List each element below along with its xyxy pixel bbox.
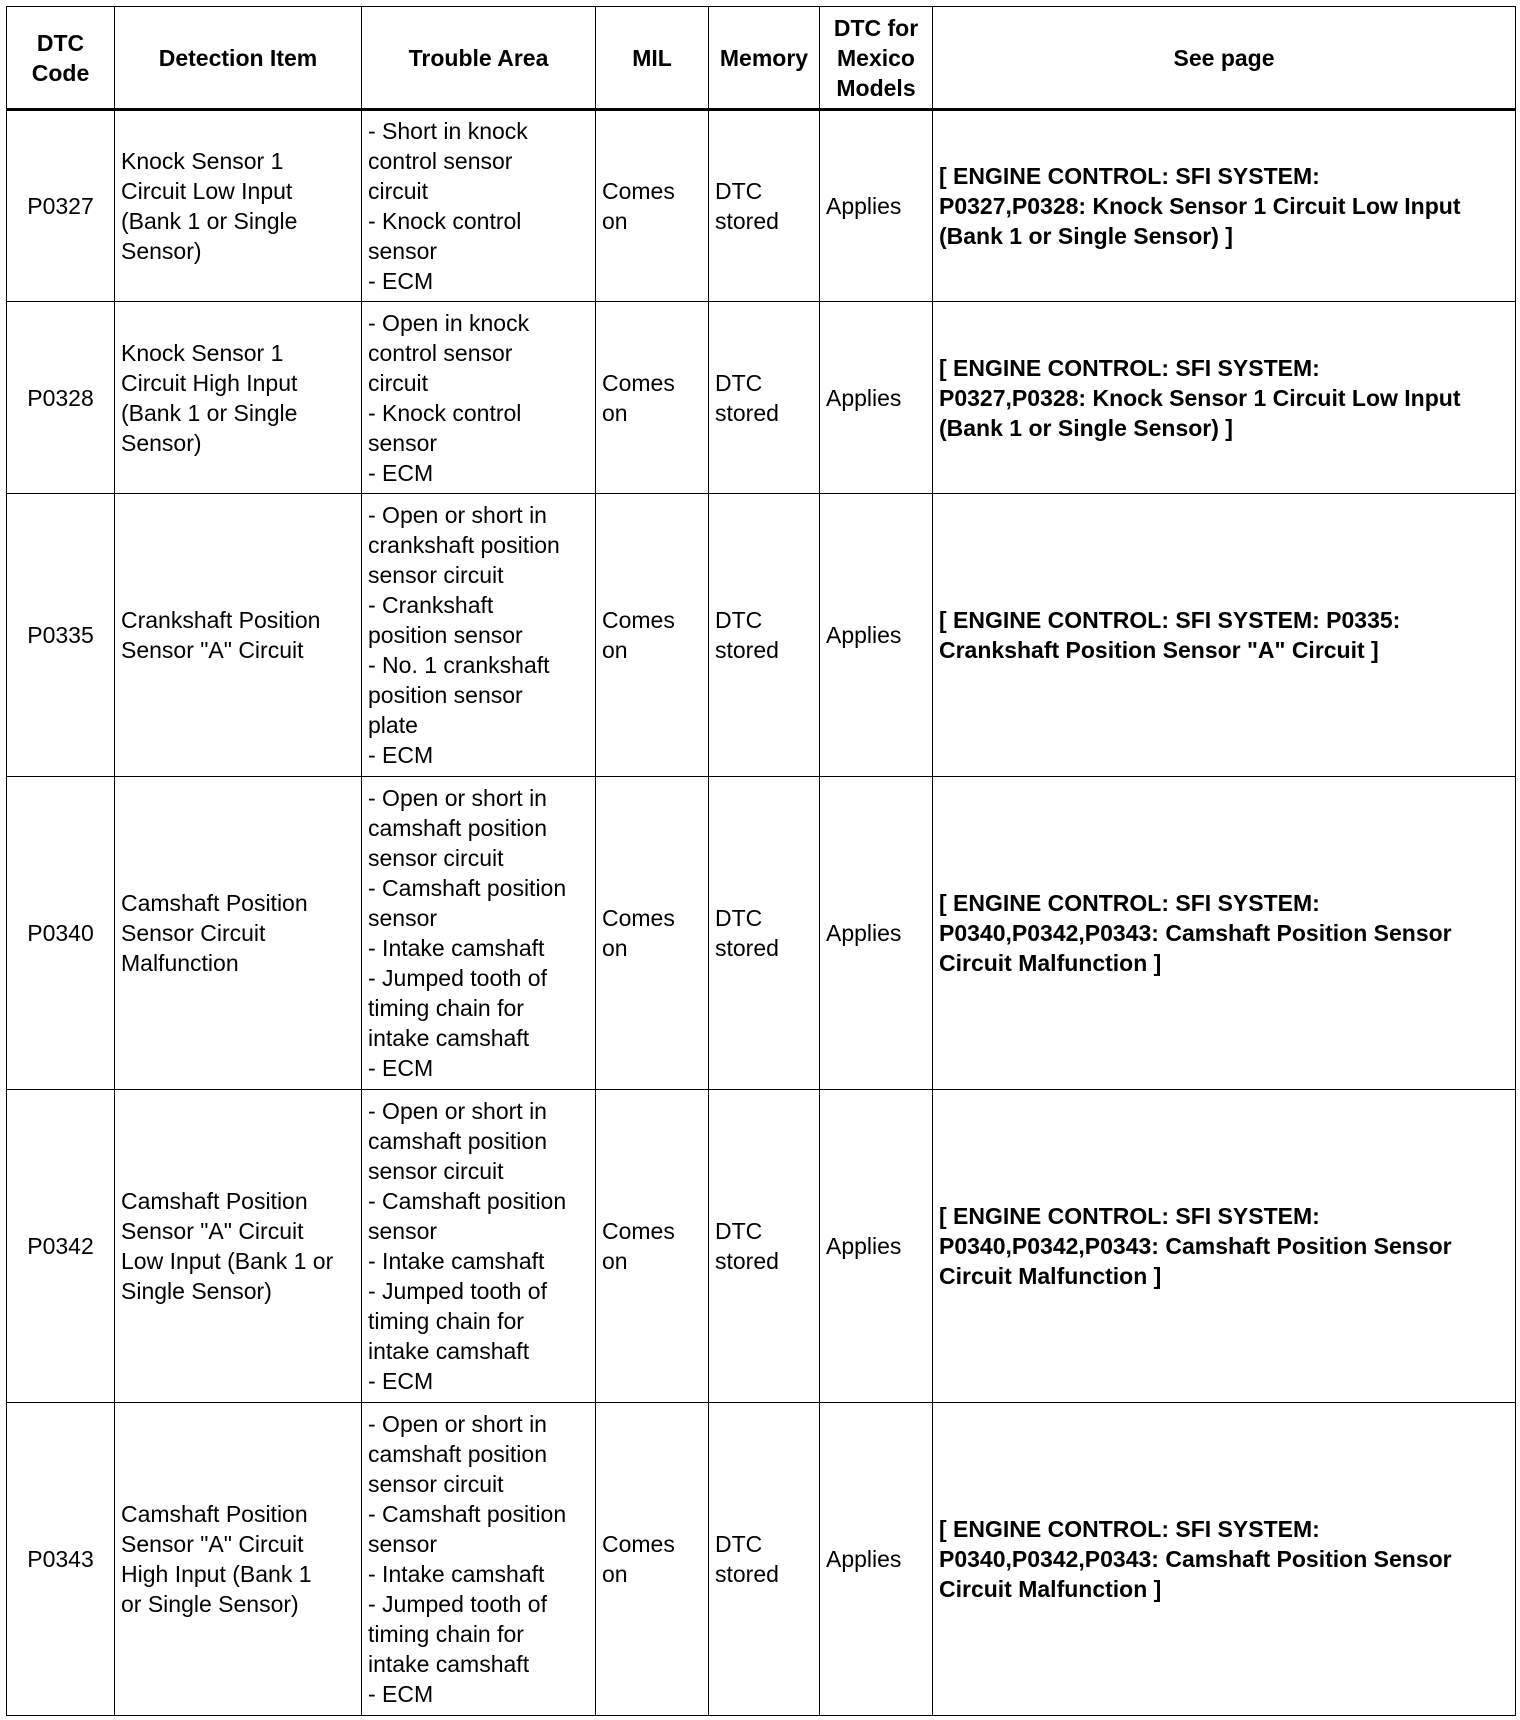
detection-item-line: Sensor Circuit — [121, 920, 266, 946]
trouble-area-line: - Intake camshaft — [368, 935, 545, 961]
mexico-models: Applies — [820, 777, 933, 1090]
detection-item-line: Malfunction — [121, 950, 239, 976]
see-page-link-line: P0327,P0328: Knock Sensor 1 Circuit Low Input — [939, 193, 1461, 219]
memory-status-line: stored — [715, 208, 779, 234]
trouble-area-line: position sensor — [368, 682, 523, 708]
see-page-link-line: [ ENGINE CONTROL: SFI SYSTEM: — [939, 1203, 1320, 1229]
detection-item-line: Circuit High Input — [121, 369, 298, 396]
trouble-area-line: - Intake camshaft — [368, 1561, 545, 1587]
detection-item-line: Circuit Low Input — [121, 178, 293, 204]
mil-status-line: on — [602, 208, 628, 234]
detection-item — [115, 494, 362, 777]
table-row — [7, 777, 1516, 1090]
trouble-area-line: - Open or short in — [368, 785, 547, 811]
dtc-code: P0342 — [7, 1090, 115, 1403]
memory-status-line: DTC — [715, 369, 763, 396]
detection-item-line: Camshaft Position — [121, 1188, 308, 1214]
see-page-link-line: P0340,P0342,P0343: Camshaft Position Sensor — [939, 920, 1452, 946]
detection-item-line: Camshaft Position — [121, 1501, 308, 1527]
trouble-area-line: camshaft position — [368, 1128, 547, 1154]
see-page-link-line: [ ENGINE CONTROL: SFI SYSTEM: — [939, 1516, 1320, 1542]
detection-item-line: Sensor) — [121, 238, 202, 264]
table-body — [7, 110, 1516, 1716]
header-mexico-line: DTC for — [833, 14, 919, 41]
detection-item-line: High Input (Bank 1 — [121, 1561, 312, 1587]
see-page-link — [933, 110, 1516, 302]
mexico-models: Applies — [820, 1403, 933, 1716]
trouble-area-line: - No. 1 crankshaft — [368, 652, 550, 678]
memory-status — [709, 302, 820, 494]
mil-status — [596, 777, 709, 1090]
see-page-link — [933, 777, 1516, 1090]
mil-status-line: on — [602, 637, 628, 663]
memory-status-line: DTC — [715, 178, 763, 204]
trouble-area-line: circuit — [368, 369, 429, 396]
dtc-code: P0340 — [7, 777, 115, 1090]
see-page-link-line: Circuit Malfunction ] — [939, 1576, 1162, 1602]
mil-status — [596, 1090, 709, 1403]
trouble-area-line: - Intake camshaft — [368, 1248, 545, 1274]
header-mil: MIL — [596, 7, 709, 110]
dtc-code: P0343 — [7, 1403, 115, 1716]
table-header — [7, 7, 1516, 110]
see-page-link — [933, 494, 1516, 777]
detection-item — [115, 1090, 362, 1403]
see-page-link-line: [ ENGINE CONTROL: SFI SYSTEM: P0335: — [939, 607, 1401, 633]
trouble-area-line: - Camshaft position — [368, 875, 567, 901]
detection-item-line: Knock Sensor 1 — [121, 339, 284, 366]
trouble-area-line: - Knock control — [368, 208, 522, 234]
trouble-area-line: crankshaft position — [368, 532, 560, 558]
trouble-area-line: - Jumped tooth of — [368, 1591, 547, 1617]
trouble-area-line: - Jumped tooth of — [368, 1278, 547, 1304]
mil-status-line: Comes — [602, 178, 675, 204]
detection-item-line: Sensor) — [121, 429, 202, 456]
trouble-area-line: timing chain for — [368, 1621, 524, 1647]
trouble-area-line: sensor circuit — [368, 562, 504, 588]
trouble-area — [362, 494, 596, 777]
see-page-link-line: P0327,P0328: Knock Sensor 1 Circuit Low Input — [939, 384, 1461, 411]
mil-status-line: Comes — [602, 1531, 675, 1557]
header-dtc-code — [7, 7, 115, 110]
header-mexico-models — [820, 7, 933, 110]
table-row — [7, 494, 1516, 777]
trouble-area-line: sensor — [368, 1531, 438, 1557]
trouble-area-line: control sensor — [368, 148, 513, 174]
mexico-models: Applies — [820, 302, 933, 494]
trouble-area-line: camshaft position — [368, 1441, 547, 1467]
trouble-area-line: - ECM — [368, 1681, 434, 1707]
detection-item-line: (Bank 1 or Single — [121, 399, 298, 426]
dtc-table — [6, 6, 1516, 1716]
trouble-area-line: - ECM — [368, 459, 434, 486]
trouble-area-line: sensor — [368, 429, 438, 456]
trouble-area-line: timing chain for — [368, 1308, 524, 1334]
detection-item-line: Knock Sensor 1 — [121, 148, 284, 174]
dtc-code: P0327 — [7, 110, 115, 302]
trouble-area-line: sensor — [368, 1218, 438, 1244]
see-page-link — [933, 1403, 1516, 1716]
detection-item-line: (Bank 1 or Single — [121, 208, 298, 234]
detection-item-line: Low Input (Bank 1 or — [121, 1248, 334, 1274]
trouble-area-line: plate — [368, 712, 418, 738]
trouble-area-line: sensor — [368, 905, 438, 931]
see-page-link — [933, 1090, 1516, 1403]
mil-status-line: Comes — [602, 1218, 675, 1244]
trouble-area-line: - Camshaft position — [368, 1188, 567, 1214]
see-page-link-line: (Bank 1 or Single Sensor) ] — [939, 223, 1233, 249]
detection-item-line: or Single Sensor) — [121, 1591, 299, 1617]
memory-status — [709, 494, 820, 777]
memory-status-line: stored — [715, 399, 779, 426]
mil-status-line: on — [602, 1561, 628, 1587]
memory-status-line: stored — [715, 637, 779, 663]
mil-status-line: on — [602, 935, 628, 961]
trouble-area — [362, 302, 596, 494]
mil-status-line: on — [602, 1248, 628, 1274]
header-see-page: See page — [933, 7, 1516, 110]
mil-status-line: Comes — [602, 369, 675, 396]
table-row — [7, 1403, 1516, 1716]
memory-status-line: DTC — [715, 1218, 763, 1244]
trouble-area-line: control sensor — [368, 339, 513, 366]
mexico-models: Applies — [820, 494, 933, 777]
header-detection-item: Detection Item — [115, 7, 362, 110]
mil-status — [596, 1403, 709, 1716]
mil-status — [596, 302, 709, 494]
trouble-area-line: sensor circuit — [368, 1158, 504, 1184]
memory-status — [709, 1090, 820, 1403]
trouble-area-line: - Crankshaft — [368, 592, 494, 618]
detection-item-line: Sensor "A" Circuit — [121, 1218, 304, 1244]
trouble-area-line: - Open or short in — [368, 502, 547, 528]
memory-status-line: stored — [715, 1248, 779, 1274]
see-page-link-line: [ ENGINE CONTROL: SFI SYSTEM: — [939, 163, 1320, 189]
trouble-area-line: - Camshaft position — [368, 1501, 567, 1527]
memory-status — [709, 110, 820, 302]
memory-status-line: DTC — [715, 905, 763, 931]
trouble-area-line: circuit — [368, 178, 429, 204]
trouble-area-line: sensor circuit — [368, 1471, 504, 1497]
see-page-link-line: [ ENGINE CONTROL: SFI SYSTEM: — [939, 354, 1320, 381]
header-memory: Memory — [709, 7, 820, 110]
table-row — [7, 1090, 1516, 1403]
trouble-area-line: - Open or short in — [368, 1411, 547, 1437]
mexico-models: Applies — [820, 1090, 933, 1403]
trouble-area — [362, 110, 596, 302]
detection-item-line: Sensor "A" Circuit — [121, 1531, 304, 1557]
detection-item — [115, 777, 362, 1090]
memory-status-line: DTC — [715, 607, 763, 633]
see-page-link-line: Circuit Malfunction ] — [939, 1263, 1162, 1289]
detection-item-line: Camshaft Position — [121, 890, 308, 916]
see-page-link-line: [ ENGINE CONTROL: SFI SYSTEM: — [939, 890, 1320, 916]
see-page-link-line: (Bank 1 or Single Sensor) ] — [939, 414, 1233, 441]
mil-status — [596, 110, 709, 302]
trouble-area-line: intake camshaft — [368, 1338, 530, 1364]
trouble-area-line: sensor circuit — [368, 845, 504, 871]
header-dtc-code-line: Code — [31, 59, 90, 86]
mil-status — [596, 494, 709, 777]
trouble-area-line: camshaft position — [368, 815, 547, 841]
trouble-area-line: timing chain for — [368, 995, 524, 1021]
see-page-link — [933, 302, 1516, 494]
header-trouble-area: Trouble Area — [362, 7, 596, 110]
trouble-area-line: - Knock control — [368, 399, 522, 426]
memory-status-line: stored — [715, 935, 779, 961]
see-page-link-line: Crankshaft Position Sensor "A" Circuit ] — [939, 637, 1379, 663]
trouble-area-line: - Open or short in — [368, 1098, 547, 1124]
header-row — [7, 7, 1516, 110]
mil-status-line: on — [602, 399, 628, 426]
memory-status-line: stored — [715, 1561, 779, 1587]
detection-item — [115, 302, 362, 494]
detection-item — [115, 110, 362, 302]
see-page-link-line: P0340,P0342,P0343: Camshaft Position Sensor — [939, 1546, 1452, 1572]
header-mexico-line: Mexico — [837, 44, 915, 71]
trouble-area — [362, 777, 596, 1090]
see-page-link-line: Circuit Malfunction ] — [939, 950, 1162, 976]
mexico-models: Applies — [820, 110, 933, 302]
memory-status — [709, 777, 820, 1090]
trouble-area-line: - Open in knock — [368, 309, 530, 336]
trouble-area-line: - Short in knock — [368, 118, 528, 144]
mil-status-line: Comes — [602, 607, 675, 633]
detection-item-line: Sensor "A" Circuit — [121, 637, 304, 663]
trouble-area-line: position sensor — [368, 622, 523, 648]
table-row — [7, 110, 1516, 302]
table-row — [7, 302, 1516, 494]
trouble-area-line: intake camshaft — [368, 1651, 530, 1677]
trouble-area — [362, 1090, 596, 1403]
trouble-area-line: - ECM — [368, 742, 434, 768]
memory-status-line: DTC — [715, 1531, 763, 1557]
see-page-link-line: P0340,P0342,P0343: Camshaft Position Sensor — [939, 1233, 1452, 1259]
mil-status-line: Comes — [602, 905, 675, 931]
header-mexico-line: Models — [836, 74, 916, 101]
trouble-area-line: - Jumped tooth of — [368, 965, 547, 991]
detection-item-line: Single Sensor) — [121, 1278, 272, 1304]
trouble-area-line: intake camshaft — [368, 1025, 530, 1051]
trouble-area-line: sensor — [368, 238, 438, 264]
header-dtc-code-line: DTC — [36, 29, 85, 56]
memory-status — [709, 1403, 820, 1716]
detection-item — [115, 1403, 362, 1716]
trouble-area-line: - ECM — [368, 268, 434, 294]
trouble-area-line: - ECM — [368, 1368, 434, 1394]
trouble-area — [362, 1403, 596, 1716]
dtc-code: P0328 — [7, 302, 115, 494]
detection-item-line: Crankshaft Position — [121, 607, 321, 633]
dtc-code: P0335 — [7, 494, 115, 777]
trouble-area-line: - ECM — [368, 1055, 434, 1081]
